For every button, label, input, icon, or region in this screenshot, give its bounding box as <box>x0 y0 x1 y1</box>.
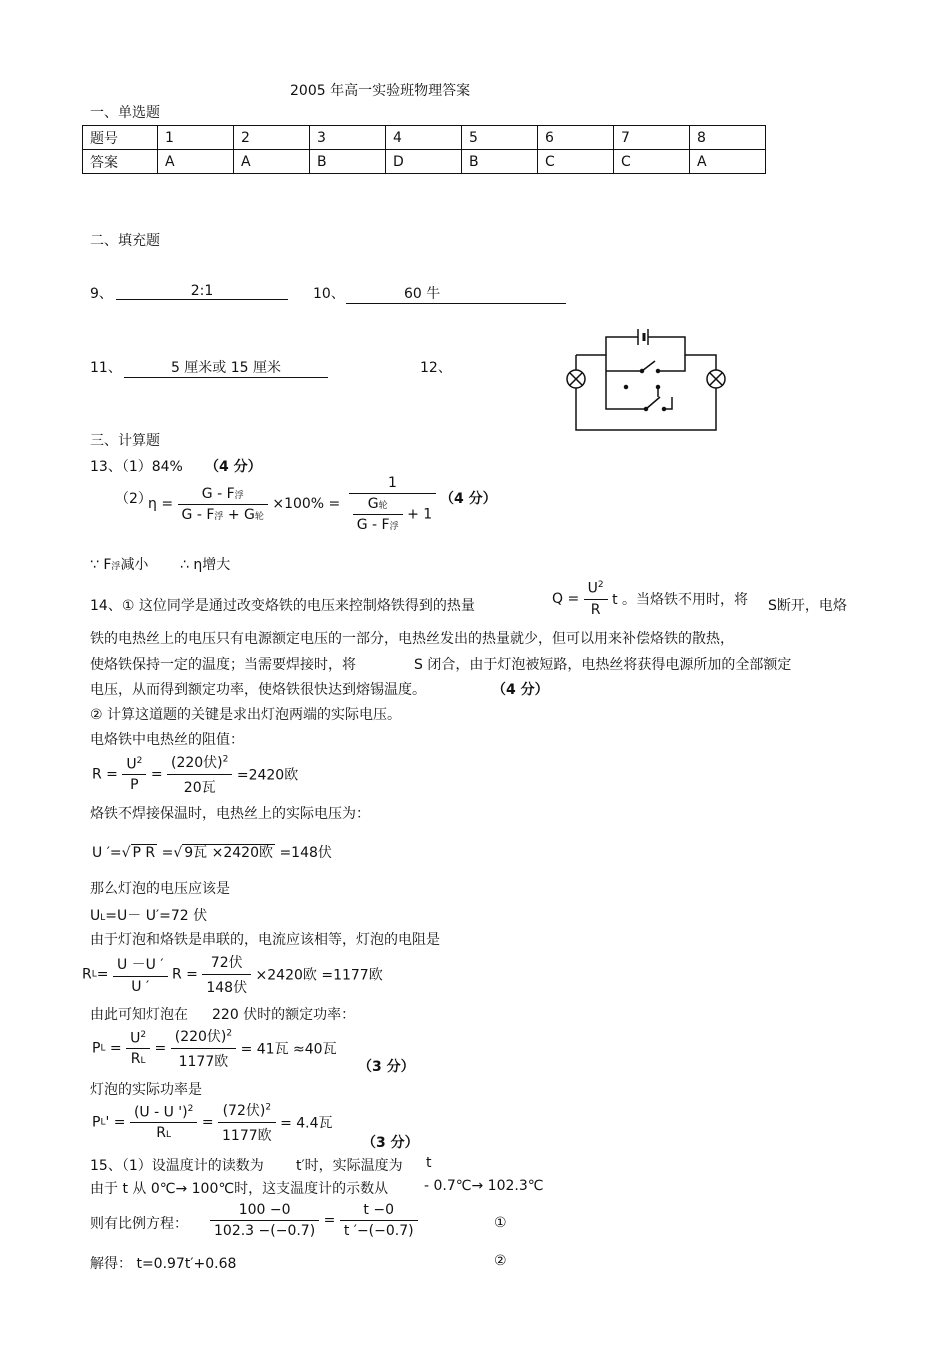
q15-line2b: - 0.7℃→ 102.3℃ <box>424 1178 544 1194</box>
exponent: 2 <box>136 755 143 766</box>
plus-g: + G <box>227 506 255 523</box>
q15-line1a: 15、（1）设温度计的读数为 <box>90 1158 264 1174</box>
subscript-l: L <box>100 1117 106 1128</box>
q11-answer: 5 厘米或 15 厘米 <box>124 357 328 378</box>
fraction <box>178 486 268 523</box>
denominator: 1177欧 <box>222 1128 272 1144</box>
q9-answer: 2:1 <box>116 283 288 300</box>
table-cell: A <box>690 150 766 174</box>
denominator: 20瓦 <box>183 780 216 796</box>
q14-eq-pl: PL = $\frac{U^2}{RL}$ = $\frac{(220伏)^2}{\text{1177欧}}$ = 41瓦 ≈40瓦 <box>92 1026 337 1071</box>
q14-line3a: 使烙铁保持一定的温度；当需要焊接时，将 <box>90 657 356 673</box>
subscript-l: L <box>100 1043 106 1054</box>
table-cell: 题号 <box>83 126 158 150</box>
fraction <box>113 954 168 995</box>
u-symbol: U <box>90 908 101 924</box>
p-symbol: P <box>92 1114 101 1131</box>
q13-score1: （4 分） <box>205 459 262 475</box>
q13-because <box>90 554 148 574</box>
q15-proportion <box>210 1202 418 1239</box>
q12-label: 12、 <box>420 360 452 376</box>
exponent: 2 <box>187 1103 194 1114</box>
table-cell: 答案 <box>83 150 158 174</box>
table-cell: 8 <box>690 126 766 150</box>
sqrt-content: P R <box>132 845 156 861</box>
circuit-wire <box>606 355 630 409</box>
exponent: 2 <box>597 580 604 590</box>
numerator: G <box>367 496 379 512</box>
result: =U－ U′=72 伏 <box>105 908 208 924</box>
denominator: 102.3 −(−0.7) <box>214 1223 316 1239</box>
q14-score3: （3 分） <box>362 1135 419 1151</box>
table-cell: B <box>310 150 386 174</box>
q14-eq-ul <box>90 905 207 925</box>
q14-line6: 电烙铁中电热丝的阻值： <box>90 732 244 748</box>
denominator: U ′ <box>131 979 150 995</box>
denominator: t ′−(−0.7) <box>343 1223 414 1239</box>
table-row <box>83 126 766 150</box>
q14-line2: 铁的电热丝上的电压只有电源额定电压的一部分，电热丝发出的热量就少，但可以用来补偿烙铁的散热， <box>90 631 734 647</box>
q13-therefore: ∴ η增大 <box>180 557 231 573</box>
q14-line9: 由于灯泡和烙铁是串联的，电流应该相等，灯泡的电阻是 <box>90 932 440 948</box>
exponent: 2 <box>222 754 229 765</box>
subscript-l: L <box>91 969 97 980</box>
q13-eta-equation <box>148 475 436 533</box>
subscript-l: L <box>166 1130 172 1141</box>
switch-icon <box>646 397 660 409</box>
equals: = <box>323 1212 336 1229</box>
q14-line11: 灯泡的实际功率是 <box>90 1082 202 1098</box>
section-heading-single-choice: 一、单选题 <box>90 105 160 121</box>
denominator: R <box>590 601 601 618</box>
result: = 41瓦 ≈40瓦 <box>240 1041 337 1058</box>
q14-line10a: 由此可知灯泡在 <box>90 1007 188 1023</box>
q10-answer: 60 牛 <box>404 286 441 302</box>
section-heading-calculation: 三、计算题 <box>90 433 160 449</box>
page-title: 2005 年高一实验班物理答案 <box>290 83 471 99</box>
q14-line3b: S 闭合，由于灯泡被短路，电热丝将获得电源所加的全部额定 <box>414 657 792 673</box>
table-cell: A <box>158 150 234 174</box>
circuit-wire <box>660 355 685 371</box>
numerator: U <box>587 580 598 597</box>
plus-one: + 1 <box>407 506 433 523</box>
q11-label: 11、 <box>90 360 122 376</box>
q14-eq-rl: RL= $\frac{U -U '}{U '}$ R = $\frac{\text{72伏}}{\text{148伏}}$ ×2420欧 =1177欧 <box>82 952 383 997</box>
r-symbol: R = <box>92 766 118 783</box>
subscript-fu: 浮 <box>389 522 399 532</box>
circuit-diagram <box>560 325 730 435</box>
table-cell: 7 <box>614 126 690 150</box>
table-cell: 2 <box>234 126 310 150</box>
times-100: ×100% = <box>272 496 341 512</box>
q14-line4: 电压，从而得到额定功率，使烙铁很快达到熔锡温度。 <box>90 682 426 698</box>
table-cell: B <box>462 150 538 174</box>
q14-score1: （4 分） <box>492 682 549 698</box>
fraction <box>218 1100 276 1145</box>
denominator: G - F <box>181 506 215 523</box>
denominator: G - F <box>356 517 390 533</box>
circuit-wire <box>576 337 716 430</box>
q14-score2: （3 分） <box>358 1059 415 1075</box>
p-symbol: P <box>92 1040 101 1057</box>
q9-label: 9、 <box>90 286 113 302</box>
numerator: U <box>130 1030 141 1047</box>
table-cell: A <box>234 150 310 174</box>
subscript-lun: 轮 <box>378 501 388 511</box>
fraction <box>171 1026 236 1071</box>
exponent: 2 <box>265 1102 272 1113</box>
answer-table <box>82 125 766 174</box>
fraction <box>130 1104 197 1142</box>
subscript-fu: 浮 <box>214 511 224 522</box>
q14-text: t 。当烙铁不用时，将 <box>612 591 749 608</box>
result: =2420欧 <box>236 767 299 784</box>
u-prime: U ′= <box>92 845 122 861</box>
numerator: (U - U ') <box>133 1104 188 1121</box>
q15-line2a: 由于 t 从 0℃→ 100℃时，这支温度计的示数从 <box>90 1181 389 1197</box>
q13-score2: （4 分） <box>440 491 497 507</box>
fraction <box>126 1030 150 1068</box>
q14-line5: ② 计算这道题的关键是求出灯泡两端的实际电压。 <box>90 707 401 723</box>
fraction <box>349 475 436 533</box>
table-cell: 3 <box>310 126 386 150</box>
switch-icon <box>642 361 655 371</box>
fraction <box>202 952 251 997</box>
section-heading-fill-in: 二、填充题 <box>90 233 160 249</box>
table-cell: 6 <box>538 126 614 150</box>
fraction <box>340 1202 418 1239</box>
subscript-fu: 浮 <box>111 562 121 572</box>
eta-symbol: η = <box>148 496 174 512</box>
numerator: G - F <box>201 485 235 502</box>
exponent: 2 <box>226 1028 233 1039</box>
q13-part1: 13、（1）84% <box>90 459 183 475</box>
table-cell: 5 <box>462 126 538 150</box>
table-cell: 4 <box>386 126 462 150</box>
q15-line3: 则有比例方程： <box>90 1216 188 1232</box>
subscript-lun: 轮 <box>254 511 264 522</box>
q10-label: 10、 <box>313 286 345 302</box>
because-text: ∵ F <box>90 557 112 573</box>
node-icon <box>625 386 628 389</box>
sqrt-content: 9瓦 ×2420欧 <box>184 845 273 861</box>
result: ×2420欧 =1177欧 <box>255 967 383 984</box>
prime-equals: ' = <box>105 1114 126 1131</box>
numerator: (220伏) <box>171 755 223 771</box>
q14-line10b: 220 伏时的额定功率： <box>212 1007 356 1023</box>
fraction <box>210 1202 319 1239</box>
result: =148伏 <box>279 845 332 861</box>
circuit-wire <box>576 337 638 355</box>
table-cell: D <box>386 150 462 174</box>
table-row <box>83 150 766 174</box>
fraction <box>584 580 608 618</box>
q15-line4: 解得： t=0.97t′+0.68 <box>90 1256 237 1272</box>
denominator: R <box>130 1051 141 1068</box>
fraction <box>167 752 232 797</box>
q14-line1: 14、① 这位同学是通过改变烙铁的电压来控制烙铁得到的热量 <box>90 598 475 614</box>
result: = 4.4瓦 <box>280 1115 333 1132</box>
denominator: P <box>130 777 139 794</box>
q14-q-formula <box>552 580 748 618</box>
r-symbol: R <box>82 966 92 983</box>
numerator: t −0 <box>340 1202 418 1221</box>
q15-line1c: t <box>426 1155 432 1171</box>
q15-mark1: ① <box>494 1215 507 1231</box>
subscript-fu: 浮 <box>234 490 244 501</box>
subscript-l: L <box>100 913 106 923</box>
table-cell: 1 <box>158 126 234 150</box>
q14-line1-tail: S断开，电烙 <box>768 598 847 614</box>
table-cell: C <box>538 150 614 174</box>
q14-line8: 那么灯泡的电压应该是 <box>90 881 230 897</box>
q14-line7: 烙铁不焊接保温时，电热丝上的实际电压为： <box>90 806 370 822</box>
denominator: 148伏 <box>206 980 248 996</box>
numerator: U －U ′ <box>113 954 168 977</box>
numerator: U <box>126 756 137 773</box>
exponent: 2 <box>140 1029 147 1040</box>
subscript-l: L <box>140 1056 146 1067</box>
denominator: 1177欧 <box>178 1054 229 1070</box>
numerator: 1 <box>349 475 436 494</box>
r-mid: R = <box>171 966 198 983</box>
numerator: 100 −0 <box>210 1202 319 1221</box>
q14-eq-u: U ′=√ P R =√ 9瓦 ×2420欧 =148伏 <box>92 845 332 861</box>
q14-eq-pl2: PL' = $\frac{(U - U ')^2}{RL}$ = $\frac{(72伏)^2}{\text{1177欧}}$ = 4.4瓦 <box>92 1100 333 1145</box>
q15-mark2: ② <box>494 1253 507 1269</box>
denominator: R <box>156 1125 167 1142</box>
q13-part2-label: （2） <box>115 491 152 507</box>
nested-fraction <box>353 496 403 533</box>
numerator: (220伏) <box>174 1029 227 1045</box>
fraction <box>122 756 146 794</box>
q14-eq-r: R = $\frac{U^2}{P}$ = $\frac{(220伏)^2}{\text{20瓦}}$ =2420欧 <box>92 752 298 797</box>
switch-icon <box>657 370 660 373</box>
q15-line1b: t′时，实际温度为 <box>296 1158 403 1174</box>
because-tail: 减小 <box>120 557 149 573</box>
numerator: (72伏) <box>222 1103 266 1119</box>
table-cell: C <box>614 150 690 174</box>
q-symbol: Q = <box>552 590 580 607</box>
numerator: 72伏 <box>202 952 251 975</box>
